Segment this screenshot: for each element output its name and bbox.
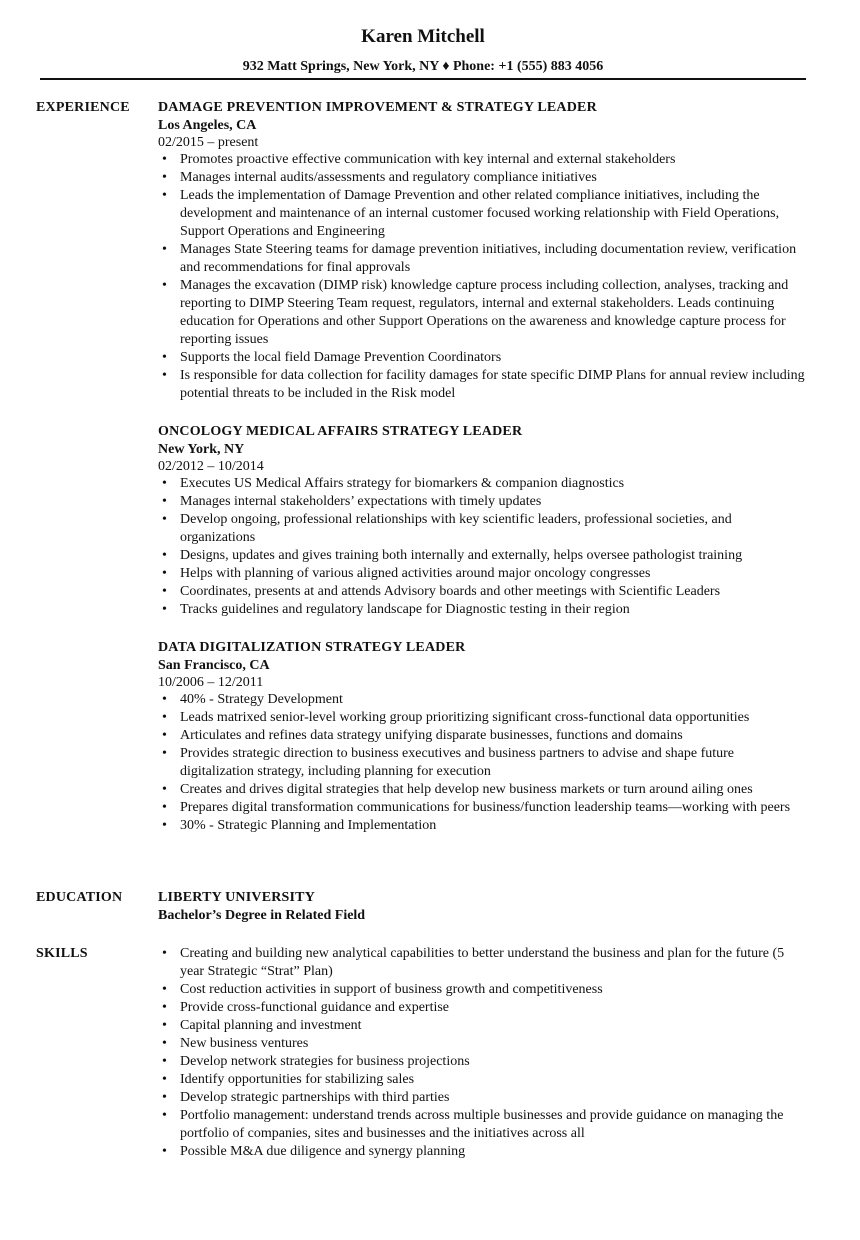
bullet-item: [158, 583, 808, 601]
job-title: ONCOLOGY MEDICAL AFFAIRS STRATEGY LEADER: [158, 424, 523, 439]
skill-text: Provide cross-functional guidance and expertise: [180, 1000, 450, 1015]
bullet-dot: •: [162, 152, 167, 167]
bullet-dot: •: [162, 1054, 167, 1069]
bullet-text: Manages internal stakeholders’ expectations with timely updates: [180, 494, 542, 509]
bullet-dot: •: [162, 602, 167, 617]
bullet-item: [158, 745, 808, 781]
skill-item: [158, 999, 808, 1017]
skill-text: Creating and building new analytical capabilities to better understand the business and plan for the future (5 year Strategic “Strat” Plan): [180, 946, 785, 979]
bullet-item: [158, 277, 808, 349]
bullet-text: Executes US Medical Affairs strategy for biomarkers & companion diagnostics: [180, 476, 625, 491]
skill-text: Cost reduction activities in support of business growth and competitiveness: [180, 982, 603, 997]
bullet-text: 30% - Strategic Planning and Implementation: [180, 818, 437, 833]
skill-item: [158, 1089, 808, 1107]
bullet-text: Develop ongoing, professional relationships with key scientific leaders, professional societies, and organizations: [180, 512, 732, 545]
bullet-item: [158, 817, 808, 835]
job-entry: [158, 639, 808, 835]
job-location: San Francisco, CA: [158, 658, 270, 673]
bullet-dot: •: [162, 1036, 167, 1051]
bullet-text: Coordinates, presents at and attends Advisory boards and other meetings with Scientific Leaders: [180, 584, 721, 599]
job-entry: [158, 99, 808, 403]
bullet-dot: •: [162, 368, 167, 383]
skill-text: Capital planning and investment: [180, 1018, 362, 1033]
bullet-dot: •: [162, 512, 167, 527]
bullet-dot: •: [162, 1108, 167, 1123]
bullet-dot: •: [162, 548, 167, 563]
section-label-experience: EXPERIENCE: [36, 100, 130, 115]
bullet-dot: •: [162, 278, 167, 293]
bullet-text: Creates and drives digital strategies that help develop new business markets or turn around ailing ones: [180, 782, 753, 797]
bullet-dot: •: [162, 188, 167, 203]
skill-item: [158, 981, 808, 999]
bullet-item: [158, 475, 808, 493]
bullet-text: Tracks guidelines and regulatory landscape for Diagnostic testing in their region: [180, 602, 630, 617]
skill-item: [158, 1071, 808, 1089]
bullet-dot: •: [162, 746, 167, 761]
candidate-name: Karen Mitchell: [361, 26, 485, 47]
bullet-text: Promotes proactive effective communication with key internal and external stakeholders: [180, 152, 676, 167]
bullet-text: Manages the excavation (DIMP risk) knowledge capture process including collection, analyses, tracking and reporting to DIMP Steering Team request, regulators, internal and external stakeholders. Leads continuing education for Operations and other Support Operations on the awareness and knowledge capture process for reporting issues: [180, 278, 789, 347]
job-location: Los Angeles, CA: [158, 118, 257, 133]
skill-item: [158, 1107, 808, 1143]
bullet-text: Provides strategic direction to business executives and business partners to advise and shape future digitalization strategy, including planning for execution: [180, 746, 735, 779]
bullet-dot: •: [162, 170, 167, 185]
bullet-dot: •: [162, 1000, 167, 1015]
skill-text: New business ventures: [180, 1036, 309, 1051]
job-bullets: [158, 691, 808, 835]
bullet-dot: •: [162, 476, 167, 491]
bullet-item: [158, 781, 808, 799]
skill-item: [158, 1143, 808, 1161]
bullet-dot: •: [162, 494, 167, 509]
school-name: LIBERTY UNIVERSITY: [158, 890, 316, 905]
job-dates: 10/2006 – 12/2011: [158, 675, 264, 690]
bullet-item: [158, 547, 808, 565]
bullet-text: Helps with planning of various aligned activities around major oncology congresses: [180, 566, 651, 581]
bullet-text: Is responsible for data collection for facility damages for state specific DIMP Plans for annual review including potential threats to be included in the Risk model: [180, 368, 805, 401]
education-entry: [158, 889, 808, 925]
skills-list: [158, 945, 808, 1161]
bullet-dot: •: [162, 782, 167, 797]
bullet-item: [158, 601, 808, 619]
bullet-dot: •: [162, 982, 167, 997]
skill-text: Identify opportunities for stabilizing sales: [180, 1072, 415, 1087]
bullet-text: Manages State Steering teams for damage prevention initiatives, including documentation review, verification and recommendations for final approvals: [180, 242, 797, 275]
skill-text: Develop strategic partnerships with third parties: [180, 1090, 450, 1105]
bullet-dot: •: [162, 710, 167, 725]
job-bullets: [158, 475, 808, 619]
section-label-skills: SKILLS: [36, 946, 88, 961]
bullet-text: Supports the local field Damage Prevention Coordinators: [180, 350, 502, 365]
bullet-text: 40% - Strategy Development: [180, 692, 343, 707]
bullet-dot: •: [162, 1090, 167, 1105]
bullet-text: Manages internal audits/assessments and regulatory compliance initiatives: [180, 170, 597, 185]
job-title: DATA DIGITALIZATION STRATEGY LEADER: [158, 640, 466, 655]
bullet-dot: •: [162, 1072, 167, 1087]
bullet-item: [158, 691, 808, 709]
bullet-text: Designs, updates and gives training both internally and externally, helps oversee pathologist training: [180, 548, 743, 563]
bullet-dot: •: [162, 800, 167, 815]
job-entry: [158, 423, 808, 619]
bullet-dot: •: [162, 584, 167, 599]
bullet-item: [158, 349, 808, 367]
job-location: New York, NY: [158, 442, 245, 457]
bullet-text: Leads the implementation of Damage Prevention and other related compliance initiatives, including the development and maintenance of an internal customer focused working relationship with Field Operations, Support Operations and Engineering: [180, 188, 780, 239]
skill-item: [158, 1035, 808, 1053]
bullet-text: Leads matrixed senior-level working group prioritizing significant cross-functional data opportunities: [180, 710, 750, 725]
header-divider: [40, 78, 806, 80]
bullet-dot: •: [162, 692, 167, 707]
skill-text: Portfolio management: understand trends across multiple businesses and provide guidance on managing the portfolio of companies, sites and businesses and the initiatives across all: [180, 1108, 784, 1141]
bullet-item: [158, 187, 808, 241]
bullet-item: [158, 241, 808, 277]
skill-item: [158, 1053, 808, 1071]
bullet-item: [158, 151, 808, 169]
skill-text: Possible M&A due diligence and synergy planning: [180, 1144, 466, 1159]
bullet-item: [158, 709, 808, 727]
bullet-dot: •: [162, 1018, 167, 1033]
bullet-dot: •: [162, 350, 167, 365]
job-dates: 02/2015 – present: [158, 135, 259, 150]
job-bullets: [158, 151, 808, 403]
bullet-dot: •: [162, 728, 167, 743]
skill-text: Develop network strategies for business projections: [180, 1054, 470, 1069]
bullet-dot: •: [162, 946, 167, 961]
job-dates: 02/2012 – 10/2014: [158, 459, 264, 474]
bullet-item: [158, 799, 808, 817]
bullet-item: [158, 493, 808, 511]
section-label-education: EDUCATION: [36, 890, 123, 905]
bullet-item: [158, 511, 808, 547]
bullet-dot: •: [162, 566, 167, 581]
bullet-item: [158, 727, 808, 745]
bullet-dot: •: [162, 242, 167, 257]
experience-list: [158, 99, 808, 855]
bullet-item: [158, 169, 808, 187]
bullet-text: Articulates and refines data strategy unifying disparate businesses, functions and domains: [180, 728, 683, 743]
bullet-dot: •: [162, 818, 167, 833]
job-title: DAMAGE PREVENTION IMPROVEMENT & STRATEGY LEADER: [158, 100, 597, 115]
skill-item: [158, 1017, 808, 1035]
skills-bullets: [158, 945, 808, 1161]
bullet-text: Prepares digital transformation communications for business/function leadership teams—working with peers: [180, 800, 791, 815]
degree: Bachelor’s Degree in Related Field: [158, 908, 366, 923]
bullet-item: [158, 367, 808, 403]
bullet-dot: •: [162, 1144, 167, 1159]
skill-item: [158, 945, 808, 981]
contact-line: 932 Matt Springs, New York, NY ♦ Phone: +1 (555) 883 4056: [242, 59, 604, 74]
bullet-item: [158, 565, 808, 583]
